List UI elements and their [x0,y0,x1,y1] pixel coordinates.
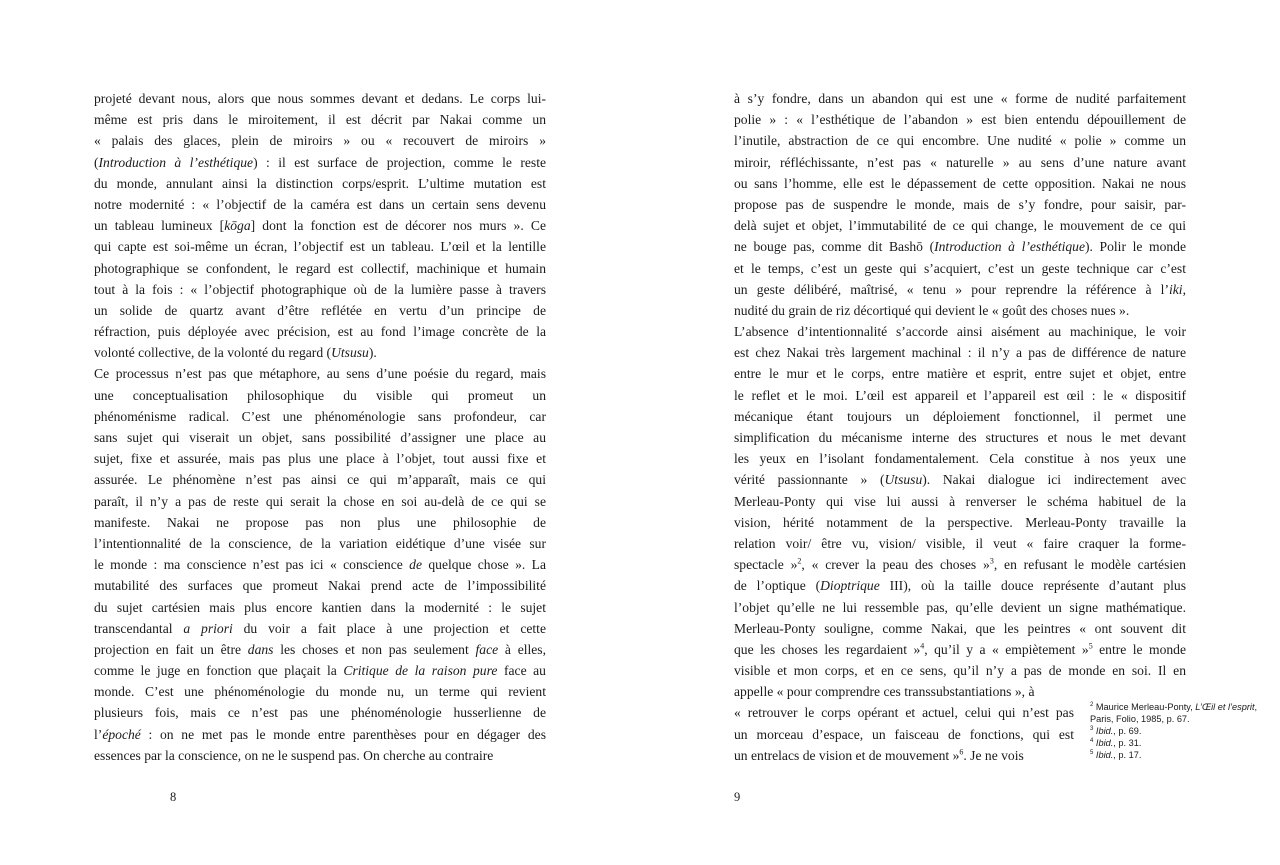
text-line: entre le mur et le corps, entre matière et esprit, entre sujet et objet, entre [734,366,1186,382]
text-line: monde. C’est une phénoménologie du monde nu, un terme qui revient [94,684,546,700]
text-line: relation voir/ être vu, vision/ visible, il veut « faire craquer la forme- [734,535,1186,551]
footnote: Paris, Folio, 1985, p. 67. [1090,714,1190,724]
text-line: l’objet qu’elle ne lui ressemble pas, qu’elle devient un signe mathématique. [734,599,1186,615]
footnote: $^5$ Ibid., p. 17. [1090,749,1142,760]
text-line: essences par la conscience, on ne le suspend pas. On cherche au contraire [94,747,494,763]
text-line: photographique se confondent, le regard est collectif, machinique et humain [94,260,546,276]
right-page-number: 9 [734,790,741,804]
text-line: un entrelacs de vision et de mouvement »$^6$. Je ne vois [734,747,1024,763]
text-line: visible et mon corps, et en ce sens, qu’il n’y a pas de monde en soi. Il en [734,663,1186,679]
text-line: sujet, fixe et assurée, mais pas plus une place à l’objet, tout aussi fixe et [94,451,546,467]
text-line: volonté collective, de la volonté du regard (Utsusu). [94,345,377,361]
text-line: « retrouver le corps opérant et actuel, celui qui n’est pas [734,705,1074,721]
text-line: du sujet cartésien mais plus encore kantien dans la modernité : le sujet [94,599,546,615]
right-page-text [734,88,1186,766]
footnote: $^2$ Maurice Merleau-Ponty, L’Œil et l’esprit, [1090,701,1258,712]
text-line: plusieurs fois, mais ce n’est pas une phénoménologie husserlienne de [94,705,546,721]
text-line: delà sujet et objet, l’immutabilité de ce qui change, le mouvement de ce qui [734,218,1186,234]
text-line: l’époché : on ne met pas le monde entre parenthèses pour en dégager des [94,726,546,742]
text-line: un tableau lumineux [kōga] dont la fonction est de décorer nos murs ». Ce [94,218,546,234]
text-line: un solide de quartz avant d’être reflétée en vertu d’un principe de [94,302,546,318]
text-line: tout à la fois : « l’objectif photographique où de la lumière passe à travers [94,281,546,297]
text-line: appelle « pour comprendre ces transsubstantiations », à [734,684,1035,700]
text-line: qui capte est soi-même un écran, l’objectif est un tableau. L’œil et la lentille [94,239,546,255]
footnote: $^4$ Ibid., p. 31. [1090,737,1142,748]
text-line: un morceau d’espace, un faisceau de fonctions, qui est [734,726,1074,742]
text-line: ou sans l’homme, elle est le dépassement de cette opposition. Nakai ne nous [734,175,1186,191]
text-line: notre modernité : « l’objectif de la caméra est dans un certain sens devenu [94,196,546,212]
text-line: ne bouge pas, comme dit Bashō (Introduction à l’esthétique). Polir le monde [734,239,1186,255]
text-line: réfraction, puis déployée avec précision, est au fond l’image concrète de la [94,324,546,340]
text-line: spectacle »$^2$, « crever la peau des choses »$^3$, en refusant le modèle cartésien [734,556,1186,573]
left-page-text [94,88,546,766]
left-page-number: 8 [170,790,177,804]
text-line: transcendantal a priori du voir a fait place à une projection et cette [94,620,546,636]
text-line: du monde, annulant ainsi la distinction corps/esprit. L’ultime mutation est [94,175,546,191]
text-line: les yeux en l’isolant fondamentalement. Cela constitue à nos yeux une [734,451,1186,467]
text-line: assurée. Le phénomène n’est pas ainsi ce qui m’apparaît, mais ce qui [94,472,546,488]
footnotes [1090,701,1260,761]
text-line: Merleau-Ponty qui vise lui aussi à renverser le schéma habituel de la [734,493,1186,509]
text-line: L’absence d’intentionnalité s’accorde ainsi aisément au machinique, le voir [734,324,1186,340]
text-line: projection en fait un être dans les choses et non pas seulement face à elles, [94,641,546,657]
text-line: polie » : « l’esthétique de l’abandon » est bien entendu dépouillement de [734,112,1186,128]
text-line: Ce processus n’est pas que métaphore, au sens d’une poésie du regard, mais [94,366,546,382]
text-line: l’inutile, abstraction de ce qui encombre. Une nudité « polie » comme un [734,133,1186,149]
text-line: simplification du mécanisme interne des structures et nous le met devant [734,430,1186,445]
text-line: projeté devant nous, alors que nous sommes devant et dedans. Le corps lui- [94,91,546,106]
text-line: (Introduction à l’esthétique) : il est surface de projection, comme le reste [94,154,546,170]
text-line: est chez Nakai très largement machinal : il n’y a pas de différence de nature [734,345,1186,361]
text-line: vision, hérité notamment de la perspective. Merleau-Ponty travaille la [734,514,1186,530]
text-line: paraît, il n’y a pas de reste qui serait la chose en soi au-delà de ce qui se [94,493,546,509]
right-page [734,88,1186,766]
text-line: mécanique étant toujours un déploiement fonctionnel, il permet une [734,408,1186,424]
text-line: de l’optique (Dioptrique III), où la taille douce représente d’autant plus [734,578,1186,594]
text-line: mutabilité des surfaces que promeut Nakai prend acte de l’impossibilité [94,578,546,594]
text-line: manifeste. Nakai ne propose pas non plus une philosophie de [94,514,546,530]
text-line: Merleau-Ponty souligne, comme Nakai, que les peintres « ont souvent dit [734,620,1186,636]
text-line: une conceptualisation philosophique du visible qui promeut un [94,387,546,403]
text-line: propose pas de suspendre le monde, mais de s’y fondre, pour saisir, par- [734,196,1186,212]
text-line: que les choses les regardaient »$^4$, qu’il y a « empiètement »$^5$ entre le monde [734,641,1186,657]
text-line: nudité du grain de riz décortiqué qui devient le « goût des choses nues ». [734,302,1130,318]
footnote: $^3$ Ibid., p. 69. [1090,725,1142,736]
text-line: l’intentionnalité de la conscience, de la variation eidétique d’une visée sur [94,535,546,551]
text-line: vérité passionnante » (Utsusu). Nakai dialogue ici indirectement avec [734,472,1186,488]
text-line: « palais des glaces, plein de miroirs » ou « recouvert de miroirs » [94,133,546,149]
text-line: à s’y fondre, dans un abandon qui est une « forme de nudité parfaitement [734,91,1186,106]
text-line: sans sujet qui viserait un objet, sans possibilité d’assigner une place au [94,430,546,445]
left-page [94,88,546,766]
text-line: et le temps, c’est un geste qui s’acquiert, c’est un geste technique car c’est [734,260,1186,276]
text-line: le monde : ma conscience n’est pas ici « conscience de quelque chose ». La [94,557,546,573]
text-line: le reflet et le moi. L’œil est appareil et l’appareil est œil : le « dispositif [734,387,1186,403]
text-line: comme le juge en fonction que plaçait la Critique de la raison pure face au [94,663,546,679]
text-line: phénoménisme radical. C’est une phénoménologie sans profondeur, car [94,408,546,424]
text-line: même est pris dans le miroitement, il est décrit par Nakai comme un [94,112,546,128]
text-line: un geste délibéré, maîtrisé, « tenu » pour reprendre la référence à l’iki, [734,281,1186,297]
text-line: miroir, réfléchissante, n’est pas « naturelle » au sens d’une nature avant [734,154,1186,170]
